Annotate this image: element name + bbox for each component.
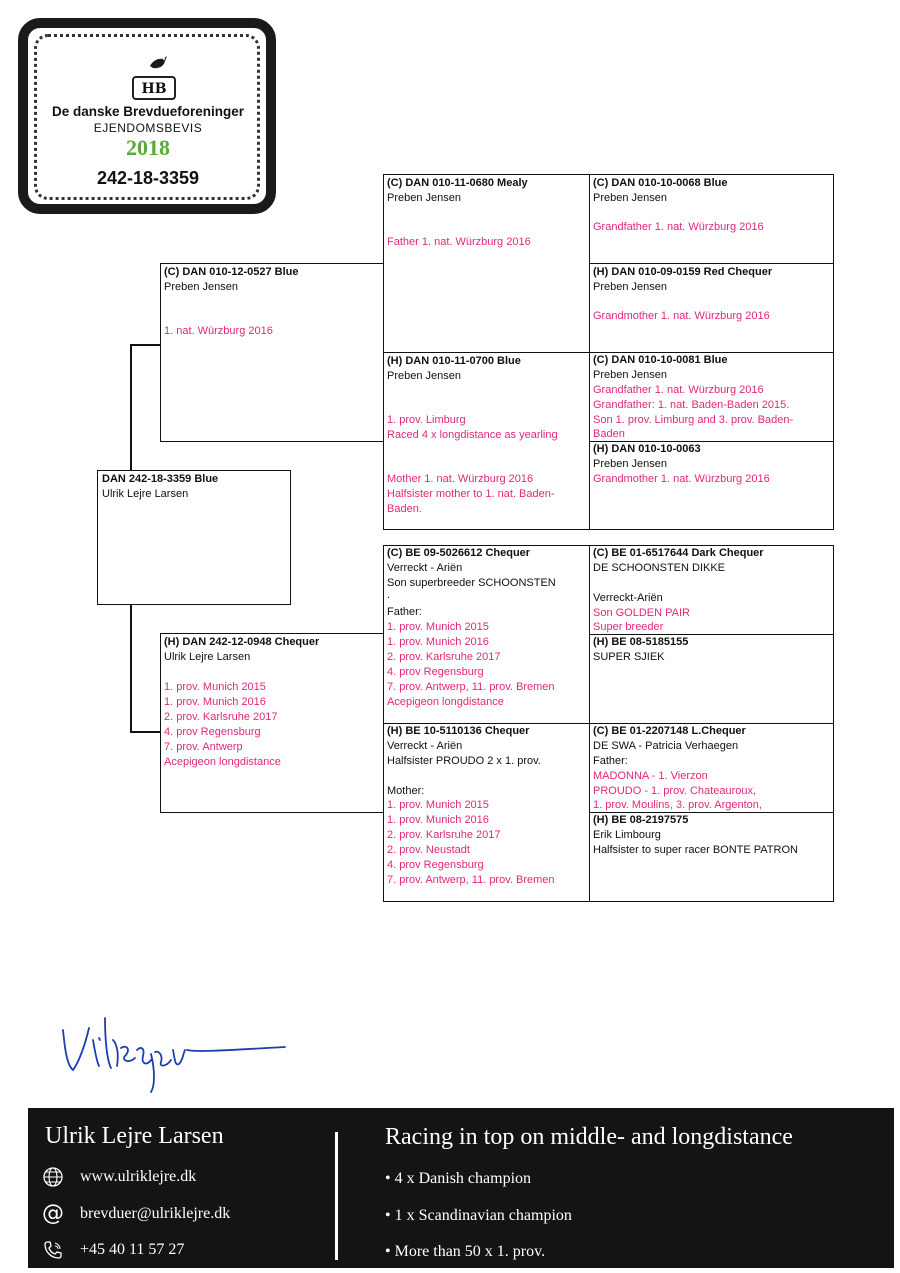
phone-number[interactable]: +45 40 11 57 27 (80, 1241, 185, 1258)
dds-name: (C) BE 01-2207148 L.Chequer (593, 725, 746, 737)
achievement-item: • 1 x Scandinavian champion (385, 1207, 572, 1224)
ds-note: Acepigeon longdistance (387, 696, 504, 708)
sdd-owner: Preben Jensen (593, 458, 667, 470)
certificate-year: 2018 (126, 135, 170, 160)
ds-line: Son superbreeder SCHOONSTEN (387, 577, 556, 589)
dsd-name: (H) BE 08-5185155 (593, 636, 689, 648)
sd-note: Halfsister mother to 1. nat. Baden- (387, 488, 555, 500)
email-link[interactable]: brevduer@ulriklejre.dk (80, 1205, 231, 1222)
association-name: De danske Brevdueforeninger (51, 104, 245, 119)
sd-note: Raced 4 x longdistance as yearling (387, 429, 558, 441)
sds-note: Baden (593, 428, 625, 440)
sdd-note: Grandmother 1. nat. Würzburg 2016 (593, 473, 770, 485)
ssd-owner: Preben Jensen (593, 281, 667, 293)
sire-dam-box (383, 352, 590, 530)
certificate-title: EJENDOMSBEVIS (93, 121, 203, 135)
sd-note: 1. prov. Limburg (387, 414, 466, 426)
footer-name: Ulrik Lejre Larsen (45, 1123, 224, 1149)
dam-sire-box (383, 545, 590, 724)
connector-sire-v (130, 344, 132, 471)
achievement-item: • More than 50 x 1. prov. (385, 1243, 546, 1260)
ddd-owner: Erik Limbourg (593, 829, 661, 841)
sds-note: Son 1. prov. Limburg and 3. prov. Baden- (593, 414, 794, 426)
sds-box (589, 352, 834, 442)
dsd-box (589, 634, 834, 724)
certificate-logo: HB (132, 76, 176, 100)
email-row (42, 1203, 230, 1225)
ds-line: Father: (387, 606, 422, 618)
dove-icon (147, 52, 169, 74)
phone-icon (42, 1239, 64, 1261)
dds-note: 1. prov. Moulins, 3. prov. Argenton, (593, 799, 762, 811)
sss-owner: Preben Jensen (593, 192, 667, 204)
dds-note: MADONNA - 1. Vierzon (593, 770, 708, 782)
ssd-note: Grandmother 1. nat. Würzburg 2016 (593, 310, 770, 322)
connector-sire-h (130, 344, 161, 346)
dds-box (589, 723, 834, 813)
footer-divider (335, 1132, 338, 1260)
sire-box (160, 263, 384, 442)
ds-note: 1. prov. Munich 2015 (387, 621, 489, 633)
ds-note: 4. prov Regensburg (387, 666, 484, 678)
sds-name: (C) DAN 010-10-0081 Blue (593, 354, 728, 366)
ds-line: . (387, 589, 391, 601)
sds-note: Grandfather: 1. nat. Baden-Baden 2015. (593, 399, 790, 411)
contact-footer (28, 1108, 894, 1268)
dd-note: 7. prov. Antwerp, 11. prov. Bremen (387, 874, 555, 886)
dss-note: Son GOLDEN PAIR (593, 607, 690, 619)
dd-line: Verreckt - Ariën (387, 740, 463, 752)
website-row (42, 1166, 196, 1188)
sdd-name: (H) DAN 010-10-0063 (593, 443, 701, 455)
dsd-owner: SUPER SJIEK (593, 651, 665, 663)
dam-dam-box (383, 723, 590, 902)
dam-owner: Ulrik Lejre Larsen (164, 651, 251, 663)
sss-box (589, 174, 834, 264)
dss-box (589, 545, 834, 635)
globe-icon (42, 1166, 64, 1188)
subject-name: DAN 242-18-3359 Blue (102, 473, 219, 485)
ss-note: Father 1. nat. Würzburg 2016 (387, 236, 531, 248)
dd-name: (H) BE 10-5110136 Chequer (387, 725, 530, 737)
ddd-name: (H) BE 08-2197575 (593, 814, 689, 826)
ss-name: (C) DAN 010-11-0680 Mealy (387, 177, 528, 189)
ssd-name: (H) DAN 010-09-0159 Red Chequer (593, 266, 773, 278)
dss-owner: DE SCHOONSTEN DIKKE (593, 562, 726, 574)
sss-name: (C) DAN 010-10-0068 Blue (593, 177, 728, 189)
subject-box (97, 470, 291, 605)
dss-line: Verreckt-Ariën (593, 592, 663, 604)
handwritten-signature (55, 1010, 290, 1095)
dd-note: 1. prov. Munich 2016 (387, 814, 489, 826)
dd-note: 1. prov. Munich 2015 (387, 799, 489, 811)
connector-dam-h (130, 731, 161, 733)
dam-name: (H) DAN 242-12-0948 Chequer (164, 636, 320, 648)
ds-note: 7. prov. Antwerp, 11. prov. Bremen (387, 681, 555, 693)
ddd-box (589, 812, 834, 902)
sd-note: Mother 1. nat. Würzburg 2016 (387, 473, 534, 485)
dds-owner: DE SWA - Patricia Verhaegen (593, 740, 739, 752)
ownership-certificate (14, 14, 282, 220)
sire-sire-box (383, 174, 590, 353)
dam-note: 2. prov. Karlsruhe 2017 (164, 711, 278, 723)
connector-dam-v (130, 604, 132, 732)
ds-note: 2. prov. Karlsruhe 2017 (387, 651, 501, 663)
sire-name: (C) DAN 010-12-0527 Blue (164, 266, 299, 278)
dd-line: Halfsister PROUDO 2 x 1. prov. (387, 755, 541, 767)
ring-number: 242-18-3359 (96, 168, 200, 188)
dd-note: 2. prov. Neustadt (387, 844, 470, 856)
sds-owner: Preben Jensen (593, 369, 667, 381)
dd-note: 2. prov. Karlsruhe 2017 (387, 829, 501, 841)
dam-box (160, 633, 384, 813)
at-icon: @ (42, 1201, 64, 1226)
ds-line: Verreckt - Ariën (387, 562, 463, 574)
dss-name: (C) BE 01-6517644 Dark Chequer (593, 547, 764, 559)
subject-owner: Ulrik Lejre Larsen (102, 488, 189, 500)
dam-note: 1. prov. Munich 2016 (164, 696, 266, 708)
ssd-box (589, 263, 834, 353)
dd-note: 4. prov Regensburg (387, 859, 484, 871)
sds-note: Grandfather 1. nat. Würzburg 2016 (593, 384, 764, 396)
dds-note: PROUDO - 1. prov. Chateauroux, (593, 785, 757, 797)
sire-note: 1. nat. Würzburg 2016 (164, 325, 273, 337)
ddd-line: Halfsister to super racer BONTE PATRON (593, 844, 798, 856)
ss-owner: Preben Jensen (387, 192, 461, 204)
dam-note: 7. prov. Antwerp (164, 741, 243, 753)
sd-name: (H) DAN 010-11-0700 Blue (387, 355, 521, 367)
sd-owner: Preben Jensen (387, 370, 461, 382)
sss-note: Grandfather 1. nat. Würzburg 2016 (593, 221, 764, 233)
sd-note: Baden. (387, 503, 422, 515)
ds-note: 1. prov. Munich 2016 (387, 636, 489, 648)
dss-note: Super breeder (593, 621, 664, 633)
sdd-box (589, 441, 834, 530)
dam-note: Acepigeon longdistance (164, 756, 281, 768)
phone-row (42, 1239, 184, 1261)
dds-line: Father: (593, 755, 628, 767)
sire-owner: Preben Jensen (164, 281, 238, 293)
dam-note: 4. prov Regensburg (164, 726, 261, 738)
ds-name: (C) BE 09-5026612 Chequer (387, 547, 531, 559)
achievement-item: • 4 x Danish champion (385, 1170, 532, 1187)
footer-headline: Racing in top on middle- and longdistance (385, 1124, 793, 1150)
dd-line: Mother: (387, 785, 425, 797)
website-link[interactable]: www.ulriklejre.dk (80, 1168, 197, 1185)
dam-note: 1. prov. Munich 2015 (164, 681, 266, 693)
